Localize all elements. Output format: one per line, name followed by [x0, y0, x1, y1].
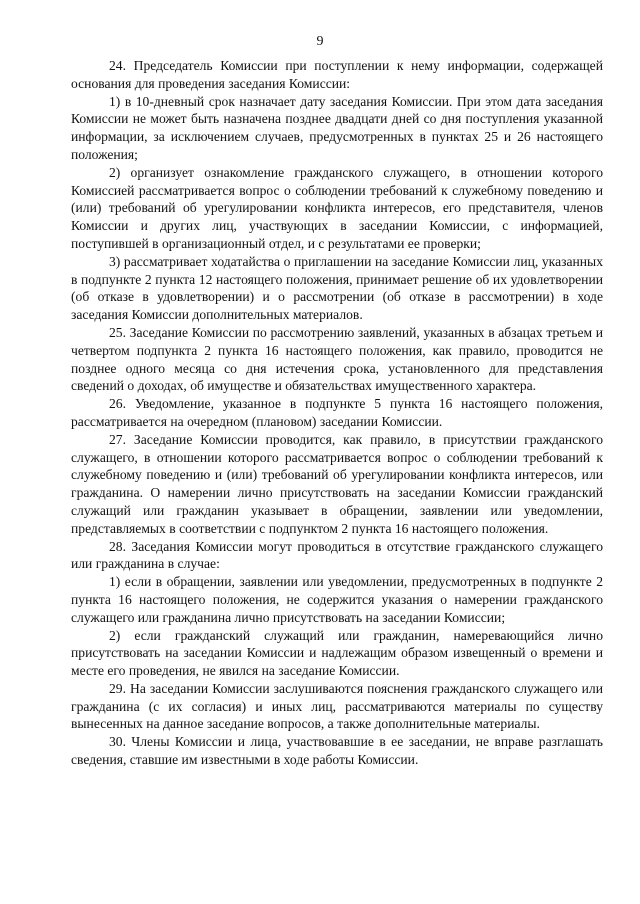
paragraph-28-item-1: 1) если в обращении, заявлении или уведомлении, предусмотренных в подпункте 2 пункта 16 настоящего положения, не содержится указания о намерении гражданского служащего или гражданина лично присутствовать на заседании Комиссии; [71, 574, 603, 625]
paragraph-30: 30. Члены Комиссии и лица, участвовавшие в ее заседании, не вправе разглашать сведения, ставшие им известными в ходе работы Комиссии. [71, 734, 603, 768]
paragraph-28: 28. Заседания Комиссии могут проводиться в отсутствие гражданского служащего или гражданина в случае: [71, 538, 603, 572]
paragraph-24-item-1: 1) в 10-дневный срок назначает дату заседания Комиссии. При этом дата заседания Комиссии не может быть назначена позднее двадцати дней со дня поступления указанной информации, за исключением случаев, предусмотренных в пунктах 25 и 26 настоящего положения; [71, 93, 603, 162]
paragraph-27: 27. Заседание Комиссии проводится, как правило, в присутствии гражданского служащего, в отношении которого рассматривается вопрос о соблюдении требований к служебному поведению и (или) требований об урегулировании конфликта интересов, или гражданина. О намерении лично присутствовать на заседании Комиссии гражданский служащий или гражданин указывает в обращении, заявлении или уведомлении, представляемых в соответствии с подпунктом 2 пункта 16 настоящего положения. [71, 431, 603, 536]
page-number: 9 [316, 34, 324, 49]
paragraph-24-item-3: 3) рассматривает ходатайства о приглашении на заседание Комиссии лиц, указанных в подпункте 2 пункта 12 настоящего положения, принимает решение об их удовлетворении (об отказе в удовлетворении) и о рассмотрении (об отказе в рассмотрении) в ходе заседания Комиссии дополнительных материалов. [71, 253, 603, 323]
paragraph-24: 24. Председатель Комиссии при поступлении к нему информации, содержащей основания для проведения заседания Комиссии: [71, 58, 603, 91]
document-body [71, 57, 603, 769]
paragraph-29: 29. На заседании Комиссии заслушиваются пояснения гражданского служащего или гражданина (с их согласия) и иных лиц, рассматриваются материалы по существу вынесенных на данное заседание вопросов, а также дополнительные материалы. [71, 680, 603, 732]
paragraph-24-item-2: 2) организует ознакомление гражданского служащего, в отношении которого Комиссией рассматривается вопрос о соблюдении требований к служебному поведению и (или) требований об урегулировании конфликта интересов, его представителя, членов Комиссии и других лиц, участвующих в заседании Комиссии, с информацией, поступившей в организационный отдел, и с результатами ее проверки; [71, 164, 603, 251]
paragraph-26: 26. Уведомление, указанное в подпункте 5 пункта 16 настоящего положения, рассматривается на очередном (плановом) заседании Комиссии. [71, 396, 603, 429]
paragraph-28-item-2: 2) если гражданский служащий или гражданин, намеревающийся лично присутствовать на заседании Комиссии и надлежащим образом извещенный о времени и месте его проведения, не явился на заседание Комиссии. [71, 627, 603, 679]
paragraph-25: 25. Заседание Комиссии по рассмотрению заявлений, указанных в абзацах третьем и четвертом подпункта 2 пункта 16 настоящего положения, как правило, проводится не позднее одного месяца со дня истечения срока, установленного для представления сведений о доходах, об имуществе и обязательствах имущественного характера. [71, 324, 603, 394]
